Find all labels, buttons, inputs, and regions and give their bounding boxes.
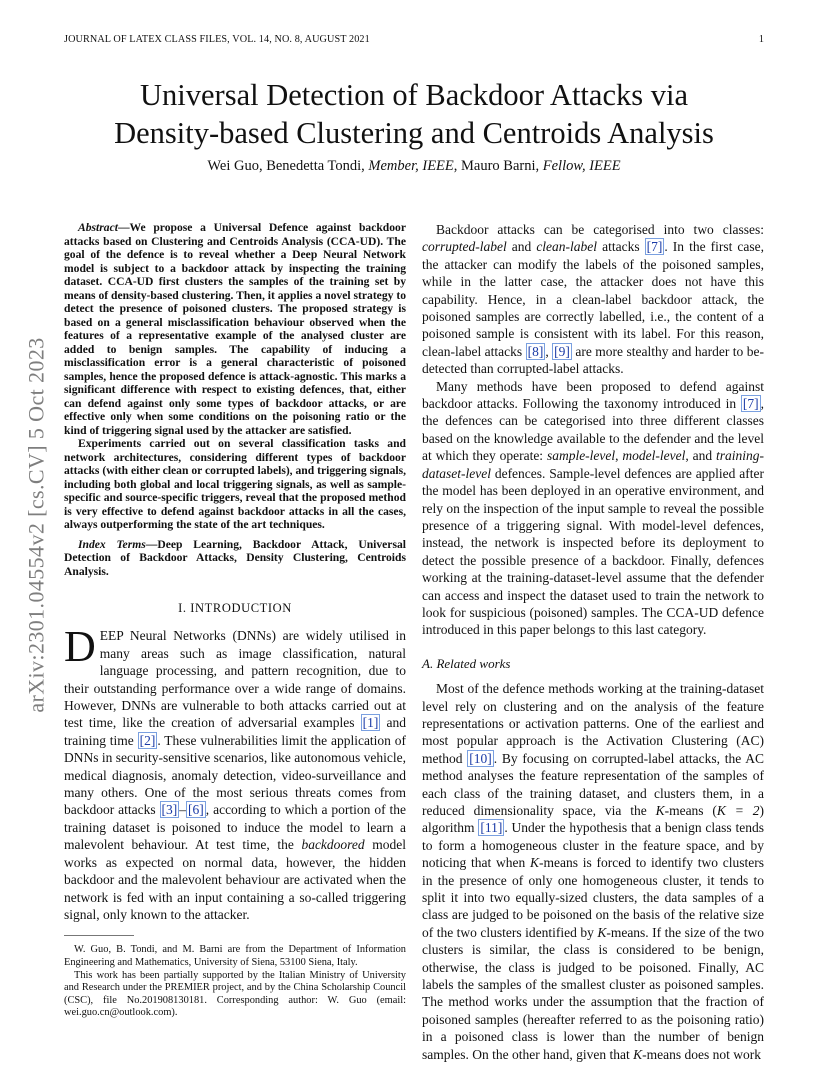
drop-cap: D — [64, 622, 96, 672]
body-text: , the defences can be categorised into three different classes based on the knowledge available to the defender and the level at which they operate: — [422, 396, 764, 464]
title-line-2: Density-based Clustering and Centroids Analysis — [114, 116, 714, 150]
index-terms-dash: — — [145, 537, 158, 551]
intro-text: – — [179, 802, 187, 818]
index-terms — [64, 538, 406, 579]
intro-paragraph — [64, 622, 406, 923]
footnotes — [64, 944, 406, 1020]
intro-text: and training time — [64, 715, 406, 748]
intro-text: model works as expected on normal data, however, the hidden backdoor and the malevolent behaviour are activated when the network is fed with an input containing a so-called triggering signal, only known to the attacker. — [64, 837, 406, 922]
body-text: Many methods have been proposed to defend against backdoor attacks. Following the taxonomy introduced in — [422, 378, 764, 412]
body-paragraph-related — [422, 680, 764, 1063]
citation-link[interactable]: [1] — [362, 715, 379, 731]
body-text: , — [545, 343, 553, 359]
abstract-label: Abstract — [78, 221, 118, 234]
paper-title — [64, 76, 764, 152]
footnote-funding: This work has been partially supported by the Italian Ministry of University and Research under the PREMIER project, and by the China Scholarship Council (CSC), file No.201908130181. Corresponding author: W. Guo (email: wei.guo.cn@outlook.com). — [64, 969, 406, 1019]
body-emphasis: clean-label — [536, 239, 598, 255]
citation-link[interactable]: [3] — [161, 802, 178, 818]
body-text: -means does not work — [642, 1046, 761, 1062]
intro-text: , according to which a portion of the training dataset is poisoned to induce the model to learn a malevolent behaviour. At test time, the — [64, 802, 406, 853]
citation-link[interactable]: [8] — [527, 343, 544, 359]
body-text: -means is forced to identify two clusters in the presence of only one homogeneous cluster, it tends to split it into two equally-sized clusters, the data samples of a class are judged to be poisoned on the basis of the relative size of the two clusters identified by — [422, 855, 764, 940]
body-paragraph-classes — [422, 221, 764, 378]
abstract-paragraph-1 — [64, 221, 406, 437]
section-heading-introduction: I. INTRODUCTION — [178, 601, 292, 615]
footnote-divider — [64, 935, 134, 936]
body-text: . By focusing on corrupted-label attacks, the AC method analyses the feature representation of the samples of each class of the training dataset, and clusters them, in a reduced dimensionality space, via the — [422, 750, 765, 818]
body-text: -means. If the size of the two clusters is similar, the class is considered to be benign, otherwise, the class is judged to be poisoned. Finally, AC labels the samples of the smallest cluster as poisoned samples. The method works under the assumption that the fraction of poisoned samples (hereafter referred to as the poisoning ratio) in a poisoned class is lower than the number of benign samples. On the other hand, given that — [422, 924, 764, 1062]
citation-link[interactable]: [9] — [554, 343, 570, 359]
body-text: attacks — [597, 239, 645, 255]
left-column — [64, 221, 406, 1020]
author-text: , Mauro Barni, — [453, 158, 543, 174]
body-emphasis: model-level — [622, 448, 686, 464]
running-header — [64, 34, 764, 48]
citation-link[interactable]: [7] — [646, 239, 663, 255]
body-text: , — [615, 448, 623, 464]
body-text: ) algorithm — [422, 803, 764, 836]
footnote-affiliation: W. Guo, B. Tondi, and M. Barni are from the Department of Information Engineering and Mathematics, University of Siena, 53100 Siena, Italy. — [64, 944, 406, 968]
abstract-text-1: We propose a Universal Defence against backdoor attacks based on Clustering and Centroids Analysis (CCA-UD). The goal of the defence is to reveal whether a Deep Neural Network model is subject to a backdoor attack by inspecting the training dataset. CCA-UD first clusters the samples of the training set by means of density-based clustering. Then, it applies a novel strategy to detect the presence of poisoned clusters. The proposed strategy is based on a general misclassification behaviour observed when the features of a representative example of the analysed cluster are added to benign samples. The capability of inducing a misclassification error is a general characteristic of poisoned samples, hence the proposed defence is attack-agnostic. This marks a significant difference with respect to existing defences, that, either can defend against only some types of backdoor attacks, or are effective only when some conditions on the poisoning ratio or the kind of triggering signal used by the attacker are satisfied. — [64, 221, 406, 437]
body-text: and — [506, 239, 537, 255]
subsection-heading-related-works: A. Related works — [422, 655, 511, 671]
journal-header: JOURNAL OF LATEX CLASS FILES, VOL. 14, NO. 8, AUGUST 2021 — [64, 34, 370, 45]
author-text: Wei Guo, Benedetta Tondi, — [207, 158, 369, 174]
citation-link[interactable]: [11] — [480, 820, 503, 836]
body-text: . In the first case, the attacker can modify the labels of the poisoned samples, while in the latter case, the attacker does not have this capability. Hence, in a clean-label backdoor attack, the poisoned samples are correctly labelled, i.e., the content of a poisoned sample is consistent with its label. For this reason, clean-label attacks — [422, 239, 765, 359]
citation-link[interactable]: [10] — [469, 750, 492, 766]
body-text: Most of the defence methods working at the training-dataset level rely on clustering and on the analysis of the feature representations or activation patterns. One of the earliest and most popular approach is the Activation Clustering (AC) method — [422, 681, 764, 766]
index-terms-text: Deep Learning, Backdoor Attack, Universal Detection of Backdoor Attacks, Density Clustering, Centroids Analysis. — [64, 537, 406, 578]
body-paragraph-taxonomy — [422, 378, 764, 639]
math-symbol: K — [633, 1046, 643, 1062]
math-expression: K = 2 — [716, 803, 760, 818]
body-text: , and — [685, 448, 716, 464]
abstract-paragraph-2 — [64, 437, 406, 532]
citation-link[interactable]: [2] — [139, 732, 156, 748]
body-emphasis: corrupted-label — [422, 239, 507, 255]
author-list — [64, 158, 764, 175]
body-emphasis: sample-level — [546, 448, 616, 464]
body-emphasis: training-dataset-level — [422, 448, 764, 481]
body-text: are more stealthy and harder to be-detected than corrupted-label attacks. — [422, 343, 764, 377]
author-role: Member, IEEE — [368, 158, 454, 174]
right-column — [422, 221, 764, 1063]
author-role: Fellow, IEEE — [542, 158, 621, 174]
body-text: Backdoor attacks can be categorised into two classes: — [436, 222, 764, 237]
abstract-dash: — — [117, 221, 130, 234]
intro-text: EEP Neural Networks (DNNs) are widely utilised in many areas such as image classification, natural language processing, and pattern recognition, due to their outstanding performance over a wide range of domains. However, DNNs are vulnerable to both attacks carried out at test time, like the creation of adversarial examples — [64, 628, 406, 731]
math-symbol: K — [597, 924, 607, 940]
intro-emphasis: backdoored — [301, 837, 365, 853]
page-number: 1 — [758, 34, 764, 45]
index-terms-label: Index Terms — [78, 537, 146, 551]
citation-link[interactable]: [7] — [742, 396, 759, 412]
body-text: -means ( — [664, 803, 717, 818]
arxiv-identifier: arXiv:2301.04554v2 [cs.CV] 5 Oct 2023 — [24, 337, 49, 713]
math-symbol: K — [655, 803, 665, 818]
abstract-text-2: Experiments carried out on several classification tasks and network architectures, considering different types of backdoor attacks (with either clean or corrupted labels), and triggering signals, including both global and local triggering signals, as well as sample-specific and source-specific triggers, reveal that the proposed method is very effective to defend against backdoor attacks in all the cases, always outperforming the state of the art techniques. — [64, 437, 406, 531]
arxiv-identifier-stamp — [12, 295, 62, 755]
abstract — [64, 221, 406, 578]
intro-text: . These vulnerabilities limit the application of DNNs in security-sensitive scenarios, like autonomous vehicle, medical diagnosis, anomaly detection, video-surveillance and many others. One of the most serious threats comes from backdoor attacks — [64, 732, 406, 818]
body-text: . Under the hypothesis that a benign class tends to form a homogeneous cluster in the feature space, and by noticing that when — [422, 820, 764, 871]
body-text: defences. Sample-level defences are applied after the model has been deployed in an operative environment, and rely on the inspection of the input sample to reveal the possible presence of a triggering signal. With model-level defences, instead, the network is inspected before its deployment to detect the possible presence of a backdoor. Finally, defences working at the training-dataset-level assume that the defender can access and inspect the dataset used to train the network to look for suspicious (poisoned) samples. The CCA-UD defence introduced in this paper belongs to this last category. — [422, 465, 764, 638]
citation-link[interactable]: [6] — [188, 802, 204, 818]
math-symbol: K — [530, 855, 540, 871]
title-line-1: Universal Detection of Backdoor Attacks via — [140, 78, 688, 112]
